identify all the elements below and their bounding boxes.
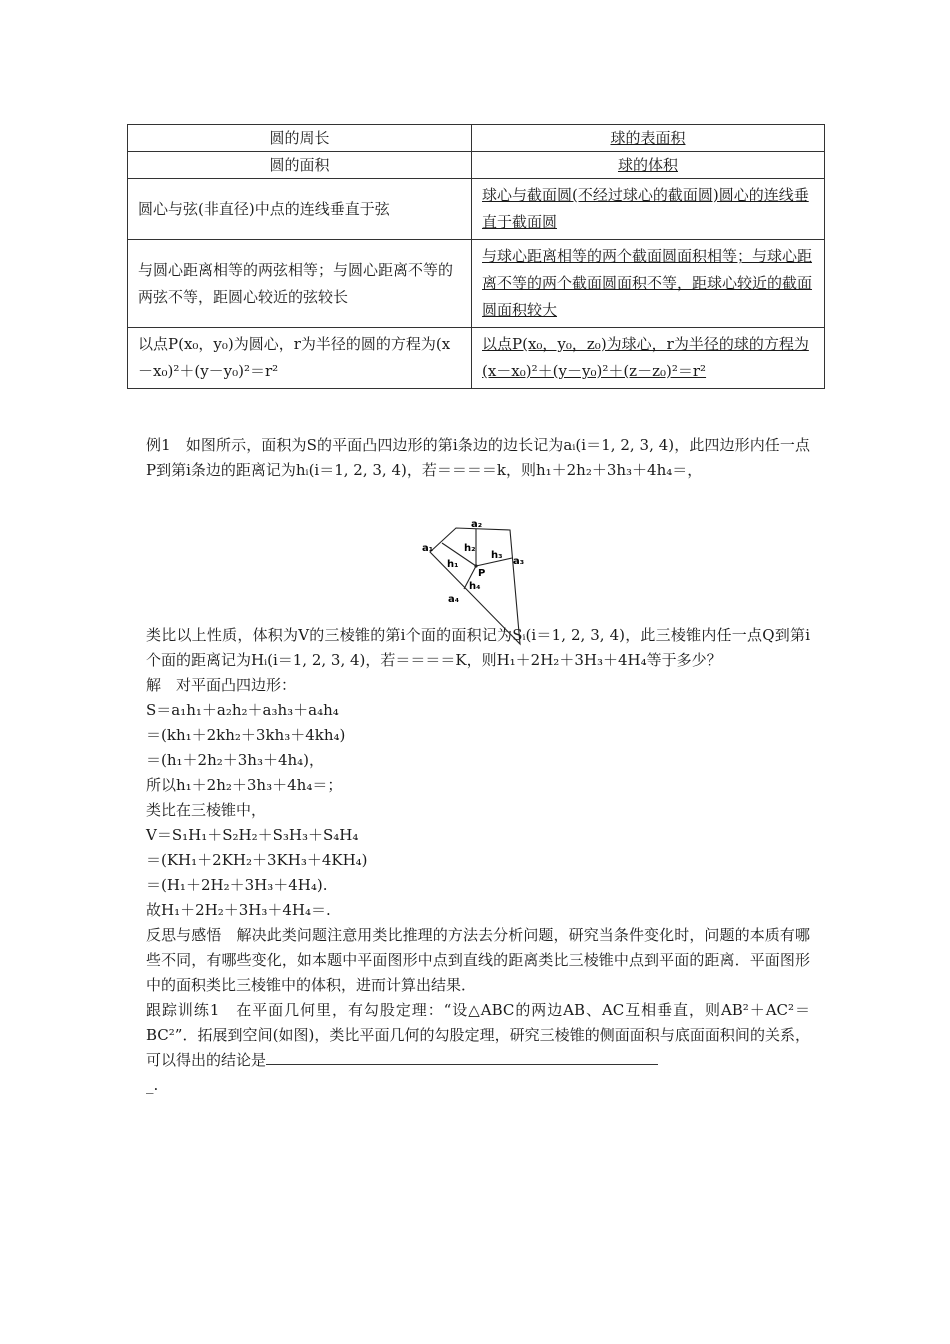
table-cell-circle: 圆的面积 [128, 152, 472, 179]
table-cell-sphere: 与球心距离相等的两个截面圆面积相等；与球心距离不等的两个截面圆面积不等，距球心较近的截面圆面积较大 [472, 240, 825, 328]
solution-line: V＝S₁H₁＋S₂H₂＋S₃H₃＋S₄H₄ [146, 826, 359, 844]
practice-tail: _. [146, 1076, 159, 1094]
label-a3: a₃ [513, 556, 525, 567]
table-row [128, 240, 825, 328]
table-cell-circle: 圆心与弦(非直径)中点的连线垂直于弦 [128, 179, 472, 240]
table-cell-circle: 圆的周长 [128, 125, 472, 152]
table-row [128, 152, 825, 179]
practice-paragraph [146, 998, 810, 1073]
label-a4: a₄ [448, 594, 460, 605]
table-cell-sphere: 球的表面积 [472, 125, 825, 152]
solution-line: 故H₁＋2H₂＋3H₃＋4H₄＝. [146, 901, 331, 919]
table-cell-circle: 以点P(x₀，y₀)为圆心，r为半径的圆的方程为(x－x₀)²＋(y－y₀)²＝r² [128, 328, 472, 389]
solution-line: 类比在三棱锥中， [146, 801, 267, 819]
table-row [128, 179, 825, 240]
label-a1: a₁ [422, 543, 434, 554]
solution-line: ＝(H₁＋2H₂＋3H₃＋4H₄). [146, 876, 328, 894]
solution-line: ＝(kh₁＋2kh₂＋3kh₃＋4kh₄) [146, 726, 346, 744]
answer-blank [266, 1049, 658, 1065]
solution-line: ＝(KH₁＋2KH₂＋3KH₃＋4KH₄) [146, 851, 368, 869]
quadrilateral-figure [418, 518, 538, 648]
comparison-table [127, 124, 825, 389]
solution-line: S＝a₁h₁＋a₂h₂＋a₃h₃＋a₄h₄ [146, 701, 339, 719]
solution-line: 解 对平面凸四边形： [146, 676, 297, 694]
table-cell-circle: 与圆心距离相等的两弦相等；与圆心距离不等的两弦不等，距圆心较近的弦较长 [128, 240, 472, 328]
solution-line: 所以h₁＋2h₂＋3h₃＋4h₄＝； [146, 776, 343, 794]
table-cell-sphere: 球心与截面圆(不经过球心的截面圆)圆心的连线垂直于截面圆 [472, 179, 825, 240]
table-row [128, 125, 825, 152]
label-a2: a₂ [471, 519, 483, 530]
reflection-paragraph: 反思与感悟 解决此类问题注意用类比推理的方法去分析问题，研究当条件变化时，问题的本质有哪些不同，有哪些变化，如本题中平面图形中点到直线的距离类比三棱锥中点到平面的距离．平面图形中的面积类比三棱锥中的体积，进而计算出结果． [146, 926, 810, 994]
table-row [128, 328, 825, 389]
label-h4: h₄ [469, 581, 481, 592]
table-cell-sphere: 球的体积 [472, 152, 825, 179]
practice-text: 跟踪训练1 在平面几何里，有勾股定理：“设△ABC的两边AB、AC互相垂直，则AB²＋AC²＝BC²”．拓展到空间(如图)，类比平面几何的勾股定理，研究三棱锥的侧面面积与底面面积间的关系，可以得出的结论是 [146, 1001, 810, 1069]
label-h3: h₃ [491, 550, 503, 561]
label-p: P [478, 568, 486, 579]
solution-line: ＝(h₁＋2h₂＋3h₃＋4h₄)， [146, 751, 325, 769]
label-h1: h₁ [447, 559, 459, 570]
label-h2: h₂ [464, 543, 476, 554]
table-cell-sphere: 以点P(x₀，y₀，z₀)为球心，r为半径的球的方程为(x－x₀)²＋(y－y₀)²＋(z－z₀)²＝r² [472, 328, 825, 389]
example-intro: 例1 如图所示，面积为S的平面凸四边形的第i条边的边长记为aᵢ(i＝1, 2, 3, 4)，此四边形内任一点P到第i条边的距离记为hᵢ(i＝1, 2, 3, 4)，若＝＝＝＝k，则h₁＋2h₂＋3h₃＋4h₄＝， [146, 436, 810, 479]
example-question: 类比以上性质，体积为V的三棱锥的第i个面的面积记为Sᵢ(i＝1, 2, 3, 4)，此三棱锥内任一点Q到第i个面的距离记为Hᵢ(i＝1, 2, 3, 4)，若＝＝＝＝K，则H₁＋2H₂＋3H₃＋4H₄等于多少？ [146, 626, 810, 669]
